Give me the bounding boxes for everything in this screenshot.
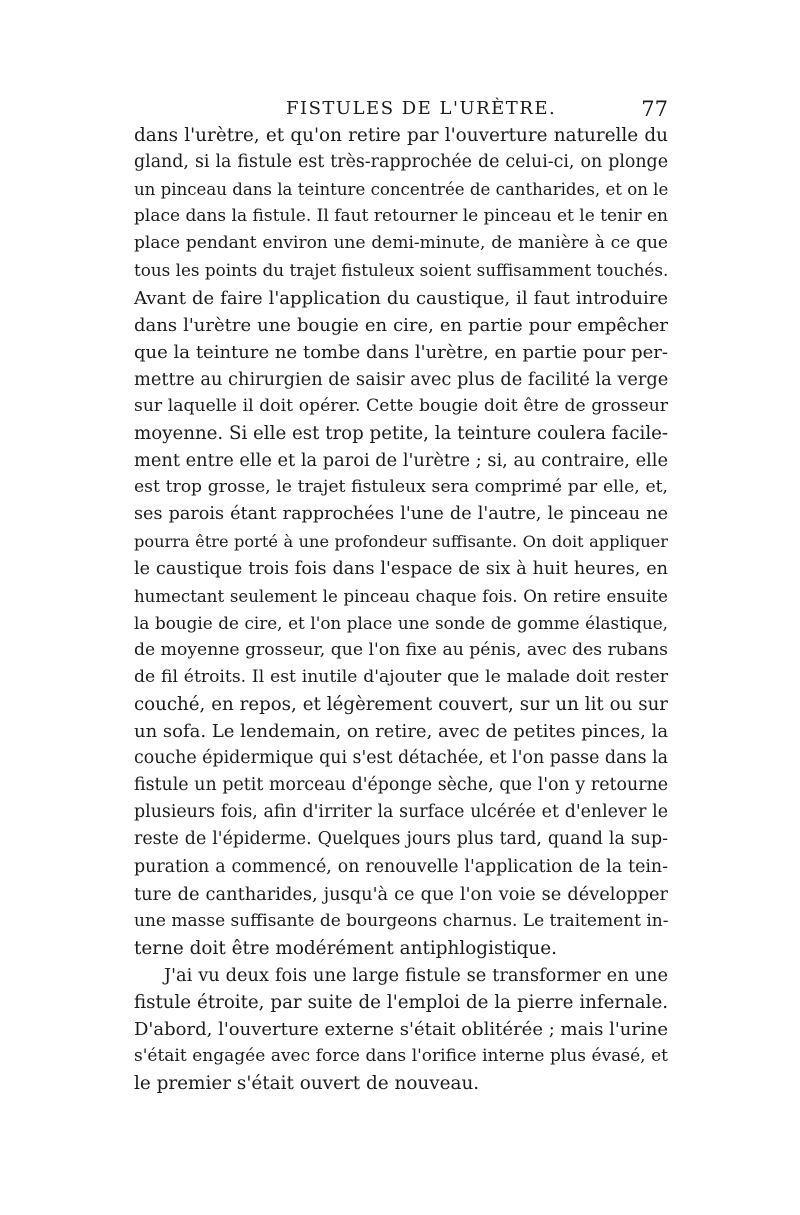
- text-line: terne doit être modérément antiphlogistique.: [134, 937, 558, 959]
- text-line: ment entre elle et la paroi de l'urètre ; si, au contraire, elle: [134, 450, 668, 472]
- text-line: gland, si la fistule est très-rapprochée de celui-ci, on plonge: [134, 152, 668, 173]
- text-line: fistule étroite, par suite de l'emploi de la pierre infernale.: [134, 992, 668, 1013]
- text-line: un pinceau dans la teinture concentrée de cantharides, et on le: [134, 180, 669, 200]
- text-line: de moyenne grosseur, que l'on fixe au pénis, avec des rubans: [134, 639, 668, 660]
- body-text: [134, 122, 668, 1097]
- text-line: place pendant environ une demi-minute, de manière à ce que: [134, 233, 668, 254]
- text-line: de fil étroits. Il est inutile d'ajouter que le malade doit rester: [134, 666, 668, 687]
- text-line: le caustique trois fois dans l'espace de six à huit heures, en: [134, 558, 668, 579]
- running-title: FISTULES DE L'URÈTRE.: [286, 98, 557, 119]
- text-line: une masse suffisante de bourgeons charnus. Le traitement in-: [134, 910, 669, 931]
- text-line: J'ai vu deux fois une large fistule se transformer en une: [164, 964, 668, 986]
- text-line: un sofa. Le lendemain, on retire, avec de petites pinces, la: [134, 721, 669, 743]
- text-line: dans l'urètre une bougie en cire, en partie pour empêcher: [134, 314, 668, 336]
- text-line: reste de l'épiderme. Quelques jours plus tard, quand la sup-: [134, 829, 668, 850]
- text-line: Avant de faire l'application du caustique, il faut introduire: [134, 287, 668, 309]
- text-line: D'abord, l'ouverture externe s'était oblitérée ; mais l'urine: [134, 1019, 668, 1041]
- text-line: sur laquelle il doit opérer. Cette bougie doit être de grosseur: [134, 395, 668, 416]
- text-line: est trop grosse, le trajet fistuleux sera comprimé par elle, et,: [134, 477, 668, 498]
- paragraph-1: [134, 122, 668, 962]
- text-line: place dans la fistule. Il faut retourner le pinceau et le tenir en: [134, 206, 668, 227]
- text-line: dans l'urètre, et qu'on retire par l'ouverture naturelle du: [134, 125, 668, 146]
- text-line: pourra être porté à une profondeur suffisante. On doit appliquer: [134, 532, 668, 552]
- text-line: puration a commencé, on renouvelle l'application de la tein-: [134, 856, 668, 877]
- text-line: couché, en repos, et légèrement couvert, sur un lit ou sur: [134, 693, 668, 715]
- page-number: 77: [641, 97, 668, 121]
- text-line: fistule un petit morceau d'éponge sèche, que l'on y retourne: [134, 775, 668, 796]
- text-line: ture de cantharides, jusqu'à ce que l'on voie se développer: [134, 883, 668, 905]
- running-head: [134, 92, 668, 126]
- paragraph-2: [134, 962, 668, 1097]
- text-line: mettre au chirurgien de saisir avec plus de facilité la verge: [134, 368, 669, 390]
- text-line: moyenne. Si elle est trop petite, la teinture coulera facile-: [134, 423, 669, 445]
- text-line: que la teinture ne tombe dans l'urètre, en partie pour per-: [134, 341, 668, 363]
- text-line: plusieurs fois, afin d'irriter la surface ulcérée et d'enlever le: [134, 802, 668, 823]
- text-line: le premier s'était ouvert de nouveau.: [134, 1073, 480, 1095]
- text-line: tous les points du trajet fistuleux soient suffisamment touchés.: [134, 260, 669, 281]
- text-line: s'était engagée avec force dans l'orifice interne plus évasé, et: [134, 1046, 668, 1067]
- text-line: humectant seulement le pinceau chaque fois. On retire ensuite: [134, 586, 668, 606]
- text-line: ses parois étant rapprochées l'une de l'autre, le pinceau ne: [134, 504, 668, 525]
- text-line: la bougie de cire, et l'on place une sonde de gomme élastique,: [134, 612, 668, 633]
- text-line: couche épidermique qui s'est détachée, et l'on passe dans la: [134, 748, 668, 769]
